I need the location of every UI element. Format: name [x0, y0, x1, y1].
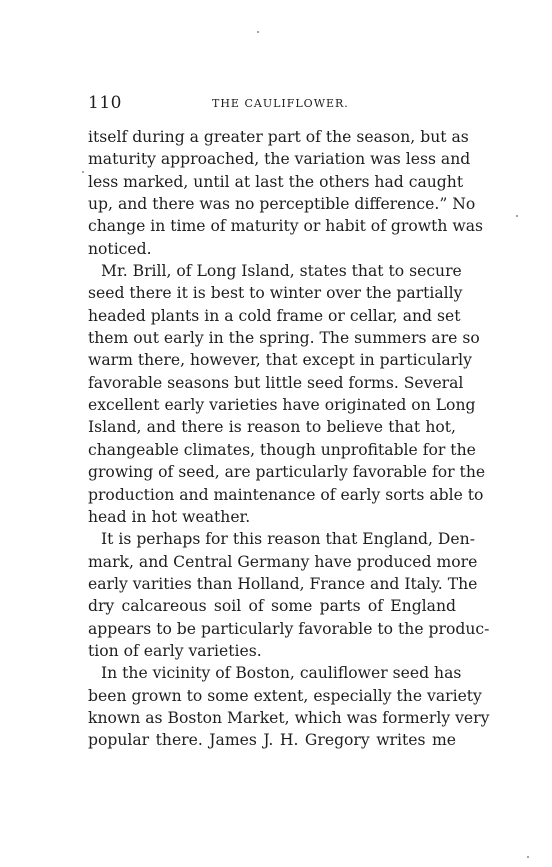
page-number: 110 [88, 93, 122, 113]
text-line: change in time of maturity or habit of growth was [88, 217, 484, 236]
text-line: appears to be particularly favorable to the produc- [88, 619, 490, 638]
text-line: popular there. James J. H. Gregory writes me [88, 731, 456, 750]
ink-speck [516, 215, 518, 217]
text-line: mark, and Central Germany have produced more [88, 552, 478, 571]
text-line: them out early in the spring. The summers are so [88, 329, 480, 348]
text-line: excellent early varieties have originated on Long [88, 396, 476, 415]
text-line: Island, and there is reason to believe that hot, [88, 418, 456, 437]
text-line: less marked, until at last the others had caught [88, 172, 464, 191]
text-line: head in hot weather. [88, 507, 251, 526]
text-line: early varities than Holland, France and Italy. The [88, 574, 478, 593]
text-line: warm there, however, that except in particularly [88, 351, 472, 370]
text-line: growing of seed, are particularly favorable for the [88, 463, 486, 482]
text-line: dry calcareous soil of some parts of England [88, 597, 456, 616]
text-line: noticed. [88, 239, 152, 258]
text-line: favorable seasons but little seed forms. Several [88, 373, 464, 392]
text-line: changeable climates, though unprofitable for the [88, 440, 476, 459]
text-line: maturity approached, the variation was less and [88, 150, 471, 169]
text-line: seed there it is best to winter over the partially [88, 284, 463, 303]
ink-speck [527, 856, 529, 858]
text-line: been grown to some extent, especially the variety [88, 686, 482, 705]
text-line: itself during a greater part of the season, but as [88, 128, 469, 146]
body-text [88, 126, 490, 752]
text-line: known as Boston Market, which was formerly very [88, 708, 490, 727]
text-line: Mr. Brill, of Long Island, states that to secure [101, 262, 462, 281]
text-line: headed plants in a cold frame or cellar, and set [88, 306, 461, 325]
ink-speck [257, 31, 259, 33]
running-head [88, 93, 456, 119]
text-line: up, and there was no perceptible difference.” No [88, 195, 476, 214]
text-line: tion of early varieties. [88, 641, 262, 660]
ink-speck [82, 171, 84, 173]
text-line: It is perhaps for this reason that England, Den- [101, 530, 475, 549]
text-line: In the vicinity of Boston, cauliflower seed has [101, 664, 462, 683]
text-line: production and maintenance of early sorts able to [88, 485, 484, 504]
running-title: THE CAULIFLOWER. [212, 97, 349, 110]
